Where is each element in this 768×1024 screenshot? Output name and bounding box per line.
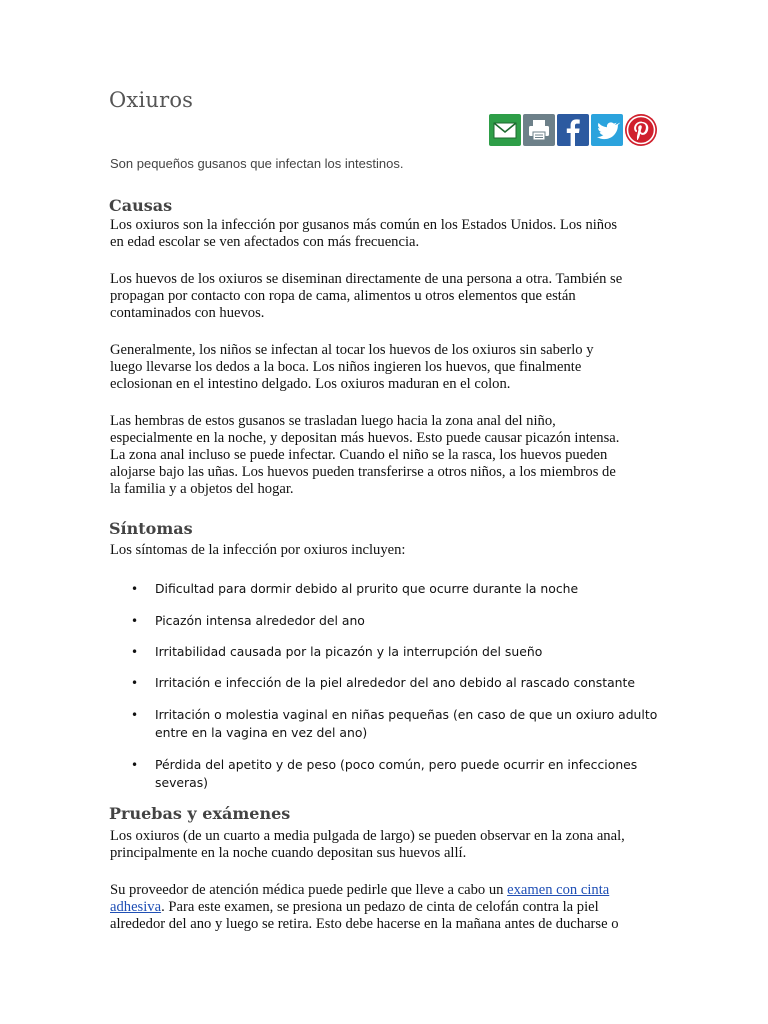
text-line	[110, 882, 660, 899]
pruebas-paragraph	[110, 828, 660, 862]
text-line: principalmente en la noche cuando depositan sus huevos allí.	[110, 845, 467, 861]
text-span: Su proveedor de atención médica puede pedirle que lleve a cabo un	[110, 882, 508, 898]
causas-paragraph	[110, 413, 660, 498]
list-item	[110, 756, 685, 792]
section-heading-sintomas: Síntomas	[109, 519, 193, 538]
text-line: luego llevarse los dedos a la boca. Los niños ingieren los huevos, que finalmente	[110, 359, 582, 375]
text-line	[110, 899, 660, 916]
bullet-icon: •	[131, 708, 139, 722]
list-item-text: Picazón intensa alrededor del ano	[155, 613, 365, 628]
print-icon	[523, 114, 555, 146]
twitter-icon	[591, 114, 623, 146]
text-line: Los huevos de los oxiuros se diseminan directamente de una persona a otra. También se	[110, 271, 623, 287]
print-button[interactable]	[523, 114, 555, 146]
text-line: alojarse bajo las uñas. Los huevos pueden transferirse a otros niños, a los miembros de	[110, 464, 616, 480]
list-item	[110, 580, 685, 598]
twitter-share-button[interactable]	[591, 114, 623, 146]
facebook-share-button[interactable]	[557, 114, 589, 146]
pinterest-icon	[625, 114, 657, 146]
list-item	[110, 612, 685, 630]
text-line: eclosionan en el intestino delgado. Los oxiuros maduran en el colon.	[110, 376, 511, 392]
list-item-text: Dificultad para dormir debido al prurito que ocurre durante la noche	[155, 581, 579, 596]
text-line: Los oxiuros son la infección por gusanos más común en los Estados Unidos. Los niños	[110, 217, 618, 233]
text-line: Las hembras de estos gusanos se trasladan luego hacia la zona anal del niño,	[110, 413, 556, 429]
text-line: especialmente en la noche, y depositan más huevos. Esto puede causar picazón intensa.	[110, 430, 620, 446]
pruebas-paragraph	[110, 882, 660, 933]
text-span: . Para este examen, se presiona un pedazo de cinta de celofán contra la piel	[161, 899, 599, 915]
bullet-icon: •	[131, 645, 139, 659]
list-item-text: severas)	[155, 775, 209, 790]
page-title: Oxiuros	[109, 88, 194, 112]
list-item-text: Irritación o molestia vaginal en niñas pequeñas (en caso de que un oxiuro adulto	[155, 707, 658, 722]
text-line: contaminados con huevos.	[110, 305, 265, 321]
list-item-text: Irritación e infección de la piel alrededor del ano debido al rascado constante	[155, 675, 635, 690]
text-line: la familia y a objetos del hogar.	[110, 481, 294, 497]
causas-paragraph	[110, 217, 660, 251]
email-icon	[489, 114, 521, 146]
summary-text: Son pequeños gusanos que infectan los intestinos.	[110, 156, 404, 171]
section-heading-pruebas: Pruebas y exámenes	[109, 804, 291, 823]
section-heading-causas: Causas	[109, 196, 173, 215]
pinterest-share-button[interactable]	[625, 114, 657, 146]
text-line: Los oxiuros (de un cuarto a media pulgada de largo) se pueden observar en la zona anal,	[110, 828, 625, 844]
bullet-icon: •	[131, 614, 139, 628]
tape-test-link[interactable]: examen con cinta	[507, 882, 610, 898]
list-item	[110, 643, 685, 661]
bullet-icon: •	[131, 676, 139, 690]
list-item	[110, 706, 685, 742]
text-line: en edad escolar se ven afectados con más frecuencia.	[110, 234, 420, 250]
text-line: Generalmente, los niños se infectan al tocar los huevos de los oxiuros sin saberlo y	[110, 342, 594, 358]
tape-test-link[interactable]: adhesiva	[110, 899, 162, 915]
email-share-button[interactable]	[489, 114, 521, 146]
list-item-text: Pérdida del apetito y de peso (poco común, pero puede ocurrir en infecciones	[155, 757, 638, 772]
text-line: La zona anal incluso se puede infectar. Cuando el niño se la rasca, los huevos pueden	[110, 447, 608, 463]
list-item	[110, 674, 685, 692]
list-item-text: Irritabilidad causada por la picazón y la interrupción del sueño	[155, 644, 543, 659]
bullet-icon: •	[131, 582, 139, 596]
facebook-icon	[557, 114, 589, 146]
causas-paragraph	[110, 271, 660, 322]
bullet-icon: •	[131, 758, 139, 772]
share-bar	[489, 114, 657, 146]
text-line: alrededor del ano y luego se retira. Esto debe hacerse en la mañana antes de ducharse o	[110, 916, 619, 932]
list-item-text: entre en la vagina en vez del ano)	[155, 725, 368, 740]
sintomas-intro: Los síntomas de la infección por oxiuros incluyen:	[110, 542, 406, 558]
causas-paragraph	[110, 342, 660, 393]
text-line: propagan por contacto con ropa de cama, alimentos u otros elementos que están	[110, 288, 576, 304]
